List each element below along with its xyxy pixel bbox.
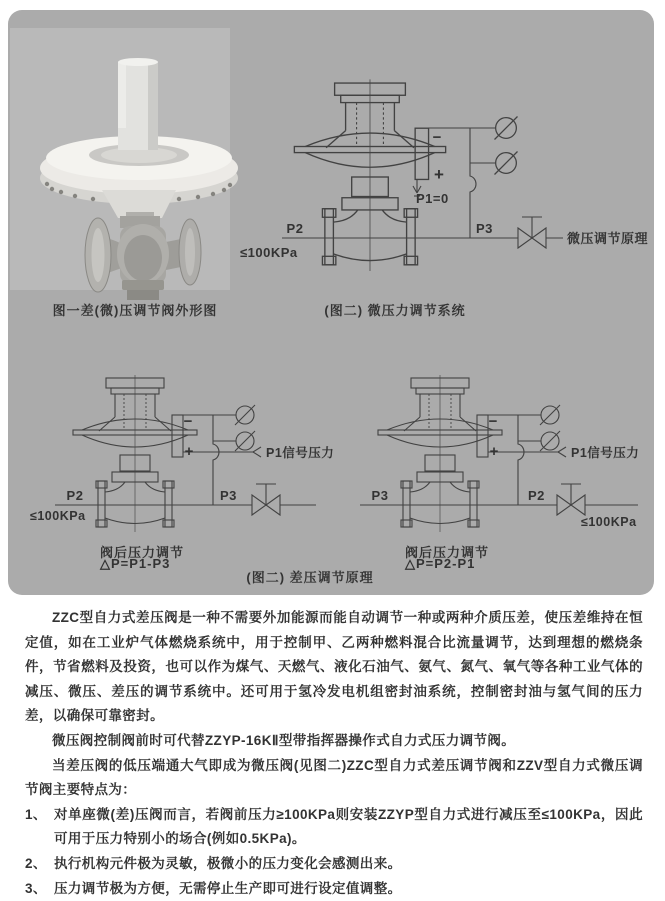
diagram-diff-pressure-left xyxy=(20,370,335,545)
shutoff-valve xyxy=(518,217,546,248)
right-diagram-caption-line1: 阀后压力调节 xyxy=(405,545,490,560)
signal-drop-line xyxy=(518,415,524,505)
p3-label: P3 xyxy=(220,488,237,503)
p1-zero-label: P1=0 xyxy=(416,191,449,206)
minus-label: − xyxy=(432,129,442,146)
left-diagram-caption-line1: 阀后压力调节 xyxy=(100,545,185,560)
pressure-gauge xyxy=(495,117,518,140)
regulator-valve xyxy=(294,79,445,271)
item-text: 压力调节极为方便，无需停止生产即可进行设定值调整。 xyxy=(54,880,402,896)
outlet-label: 微压调节原理 xyxy=(567,231,649,246)
item-text: 对单座微(差)压阀而言，若阀前压力≥100KPa则安装ZZYP型自力式进行减压至≤100KPa，因此可用于压力特别小的场合(例如0.5KPa)。 xyxy=(54,806,643,847)
pressure-gauge xyxy=(235,405,255,425)
valve-photo xyxy=(10,28,230,290)
feature-item xyxy=(25,852,643,877)
item-text: 执行机构元件极为灵敏，极微小的压力变化会感测出来。 xyxy=(54,855,402,871)
regulator-valve xyxy=(73,375,197,532)
signal-label: P1信号压力 xyxy=(266,446,335,460)
figure1-caption: 图一差(微)压调节阀外形图 xyxy=(52,303,218,318)
paragraph-features-intro: 当差压阀的低压端通大气即成为微压阀(见图二)ZZC型自力式差压调节阀和ZZV型自力式微压调节阀主要特点为： xyxy=(25,757,643,798)
pressure-gauge xyxy=(540,431,560,451)
p2-limit-label: ≤100KPa xyxy=(30,509,86,523)
signal-drop-line xyxy=(213,415,219,505)
pressure-gauge xyxy=(495,152,518,175)
p2-label: P2 xyxy=(66,488,84,503)
figure2-bottom-caption: (图二) 差压调节原理 xyxy=(246,570,374,585)
limit-label: ≤100KPa xyxy=(581,515,637,529)
paragraph-description: ZZC型自力式差压阀是一种不需要外加能源而能自动调节一种或两种介质压差，使压差维持在恒定值，如在工业炉气体燃烧系统中，用于控制甲、乙两种燃料混合比流量调节，达到理想的燃烧条件，节省燃料及投资，也可以作为煤气、天燃气、液化石油气、氨气、氮气、氧气等各种工业气体的减压、微压、差压的调节系统中。还可用于氢冷发电机组密封油系统，控制密封油与氢气间的压力差，以确保可靠密封。 xyxy=(25,610,643,724)
pressure-gauge xyxy=(235,431,255,451)
item-marker: 1、 xyxy=(25,806,47,822)
paragraph-replacement: 微压阀控制阀前时可代替ZZYP-16KⅡ型带指挥器操作式自力式压力调节阀。 xyxy=(52,732,516,748)
pressure-gauge xyxy=(540,405,560,425)
minus-label: − xyxy=(488,413,498,430)
item-marker: 2、 xyxy=(25,855,47,871)
plus-label: + xyxy=(184,443,194,460)
plus-label: + xyxy=(489,443,499,460)
right-diagram-caption-line2: △P=P2-P1 xyxy=(405,556,476,571)
p3-label: P3 xyxy=(371,488,389,503)
signal-label: P1信号压力 xyxy=(571,446,640,460)
shutoff-valve xyxy=(557,484,585,515)
diagram-diff-pressure-right xyxy=(325,370,655,545)
item-marker: 3、 xyxy=(25,880,47,896)
feature-item xyxy=(25,877,643,901)
p2-limit-label: ≤100KPa xyxy=(240,245,298,260)
shutoff-valve xyxy=(252,484,280,515)
left-diagram-caption-line2: △P=P1-P3 xyxy=(100,556,171,571)
diagram-micro-pressure-system xyxy=(240,75,655,260)
feature-item xyxy=(25,803,643,852)
regulator-valve xyxy=(378,375,502,532)
minus-label: − xyxy=(183,413,193,430)
p2-label: P2 xyxy=(528,488,545,503)
p3-label: P3 xyxy=(476,221,493,236)
figure2-top-caption: (图二) 微压力调节系统 xyxy=(324,303,466,318)
plus-label: + xyxy=(434,165,444,184)
body-text xyxy=(25,606,643,901)
p2-label: P2 xyxy=(286,221,304,236)
